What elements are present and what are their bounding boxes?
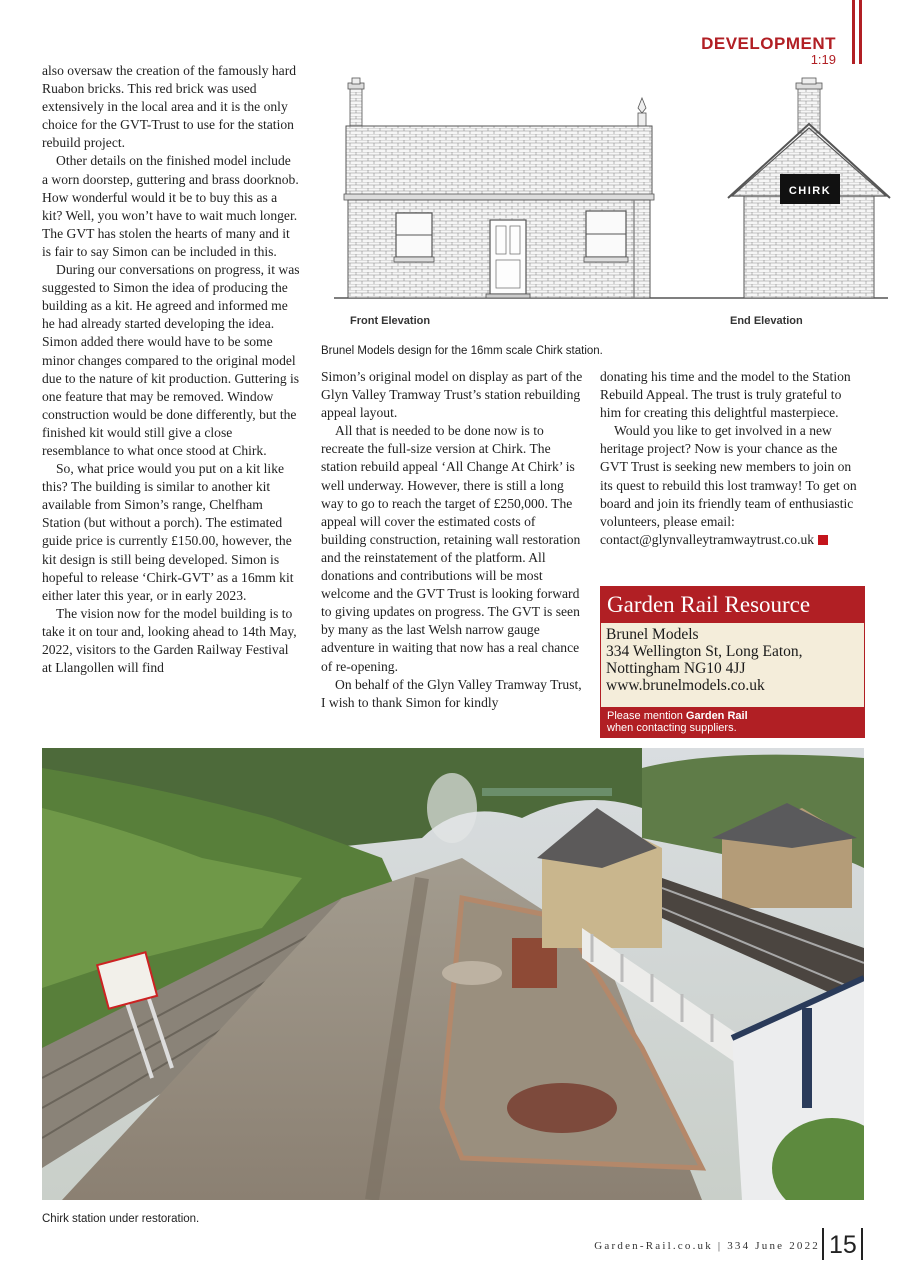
- resource-details: [606, 626, 861, 694]
- header-rule-left: [852, 0, 855, 64]
- paragraph: Simon’s original model on display as part of the Glyn Valley Tramway Trust’s station rebuilding appeal layout.: [321, 369, 583, 421]
- paragraph: [600, 422, 864, 549]
- footer-publication: Garden-Rail.co.uk | 334 June 2022: [594, 1240, 820, 1252]
- resource-footer: [601, 707, 864, 737]
- paragraph: also oversaw the creation of the famously hard Ruabon bricks. This red brick was used extensively in the local area and it is the only choice for the GVT-Trust to use for the station rebuild project.: [42, 63, 297, 151]
- end-elevation: [728, 78, 890, 298]
- header-rule-right: [859, 0, 862, 64]
- article-column-1: [42, 62, 300, 677]
- page-number-rule-left: [822, 1228, 824, 1260]
- resource-address: 334 Wellington St, Long Eaton,: [606, 643, 803, 660]
- resource-title: Garden Rail Resource: [601, 587, 864, 623]
- photo-caption: Chirk station under restoration.: [42, 1213, 200, 1225]
- paragraph: On behalf of the Glyn Valley Tramway Trust, I wish to thank Simon for kindly: [321, 676, 582, 710]
- end-elevation-label: End Elevation: [730, 315, 803, 327]
- paragraph: All that is needed to be done now is to recreate the full-size version at Chirk. The station rebuild appeal ‘All Change At Chirk’ is well underway. However, there is still a long way to go to reach the target of £250,000. The appeal will cover the estimated costs of building construction, retaining wall restoration and the reinstatement of the platform. All donations and contributions will be most welcome and the GVT Trust is looking forward to giving updates on progress. The GVT is seen by many as the last Welsh narrow gauge adventure in waiting that now has a real chance of re-opening.: [321, 423, 581, 674]
- article-column-2: [321, 368, 584, 712]
- end-mark-icon: [818, 535, 828, 545]
- resource-city: Nottingham NG10 4JJ: [606, 660, 746, 677]
- resource-company: Brunel Models: [606, 626, 699, 643]
- resource-footer-post: when contacting suppliers.: [607, 722, 737, 734]
- page-number-rule-right: [861, 1228, 863, 1260]
- front-elevation: [344, 78, 654, 298]
- station-elevation-drawing: [328, 68, 894, 338]
- resource-website-link[interactable]: www.brunelmodels.co.uk: [606, 677, 765, 694]
- page-number: 15: [829, 1231, 857, 1259]
- scale-label: 1:19: [810, 52, 836, 67]
- svg-text:CHIRK: CHIRK: [788, 185, 832, 197]
- paragraph: During our conversations on progress, it was suggested to Simon the idea of producing the building as a kit. He agreed and informed me he had already started developing the idea. Simon added there would have to be some minor changes compared to the original model due to the nature of kit production. Guttering is one feature that may be removed. Window construction would be done differently, but the finished kit would still give a close resemblance to what once stood at Chirk.: [42, 262, 300, 458]
- station-restoration-photo: [42, 748, 864, 1200]
- paragraph: donating his time and the model to the Station Rebuild Appeal. The trust is truly grateful to him for creating this delightful masterpiece.: [600, 369, 851, 421]
- paragraph: So, what price would you put on a kit like this? The building is similar to another kit available from Simon’s range, Chelfham Station (but without a porch). The estimated guide price is currently £150.00, however, the kit design is still being developed. Simon is hopeful to release ‘Chirk-GVT’ as a 16mm kit either later this year, or in early 2023.: [42, 461, 294, 603]
- paragraph: The vision now for the model building is to take it on tour and, looking ahead to 14th May, 2022, visitors to the Garden Railway Festival at Llangollen will find: [42, 605, 297, 676]
- paragraph: Other details on the finished model include a worn doorstep, guttering and brass doorknob. How wonderful would it be to buy this as a kit? Well, you won’t have to wait much longer. The GVT has stolen the hearts of many and it is fair to say Simon can be included in this.: [42, 153, 299, 259]
- resource-box: [600, 586, 865, 738]
- resource-footer-brand: Garden Rail: [685, 710, 748, 722]
- resource-footer-pre: Please mention: [607, 710, 686, 722]
- article-column-3: [600, 368, 864, 549]
- section-label: DEVELOPMENT: [701, 34, 836, 53]
- paragraph-text: Would you like to get involved in a new heritage project? Now is your chance as the GVT Trust is seeking new members to join on its quest to rebuild this lost tramway! To get on board and join its friendly team of enthusiastic volunteers, please email: contact@glynvalleytramwaytrust.co.uk: [600, 423, 857, 547]
- front-elevation-label: Front Elevation: [350, 315, 431, 327]
- drawing-caption: Brunel Models design for the 16mm scale Chirk station.: [321, 345, 603, 357]
